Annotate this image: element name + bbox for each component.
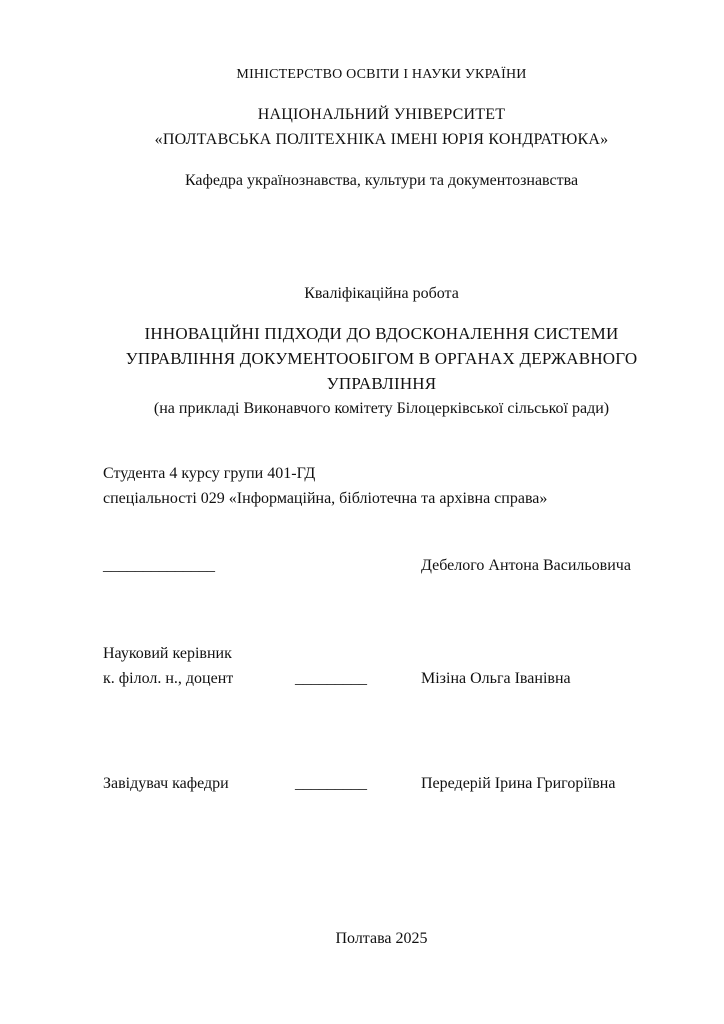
university-name-quoted-line: «ПОЛТАВСЬКА ПОЛІТЕХНІКА ІМЕНІ ЮРІЯ КОНДРАТЮКА» bbox=[154, 131, 609, 148]
department-head-role-label: Завідувач кафедри bbox=[103, 775, 229, 792]
city-year-line: Полтава 2025 bbox=[335, 930, 428, 947]
supervisor-degree-label: к. філол. н., доцент bbox=[103, 670, 234, 687]
author-course-line: Студента 4 курсу групи 401-ГД bbox=[103, 465, 316, 482]
thesis-subtitle: (на прикладі Виконавчого комітету Білоцерківської сільської ради) bbox=[153, 400, 610, 417]
thesis-title-block bbox=[103, 321, 660, 421]
university-name-line: НАЦІОНАЛЬНИЙ УНІВЕРСИТЕТ bbox=[257, 106, 506, 123]
department-line: Кафедра українознавства, культури та документознавства bbox=[184, 172, 579, 189]
supervisor-signature-line: _________ bbox=[295, 670, 367, 687]
ministry-line: МІНІСТЕРСТВО ОСВІТИ І НАУКИ УКРАЇНИ bbox=[236, 67, 527, 82]
author-signature-line: ______________ bbox=[103, 557, 215, 574]
department-head-name: Передерій Ірина Григоріївна bbox=[421, 775, 616, 792]
author-name: Дебелого Антона Васильовича bbox=[421, 557, 631, 574]
supervisor-name: Мізіна Ольга Іванівна bbox=[421, 670, 571, 687]
department-head-signature-line: _________ bbox=[295, 775, 367, 792]
thesis-title: ІННОВАЦІЙНІ ПІДХОДИ ДО ВДОСКОНАЛЕННЯ СИСТЕМИ УПРАВЛІННЯ ДОКУМЕНТООБІГОМ В ОРГАНАХ ДЕРЖАВНОГО УПРАВЛІННЯ bbox=[125, 324, 638, 393]
author-info-block bbox=[103, 461, 660, 511]
work-type-label: Кваліфікаційна робота bbox=[304, 285, 459, 302]
supervisor-role-label: Науковий керівник bbox=[103, 645, 232, 662]
university-name-block bbox=[103, 102, 660, 152]
author-specialty-line: спеціальності 029 «Інформаційна, бібліотечна та архівна справа» bbox=[103, 490, 548, 507]
